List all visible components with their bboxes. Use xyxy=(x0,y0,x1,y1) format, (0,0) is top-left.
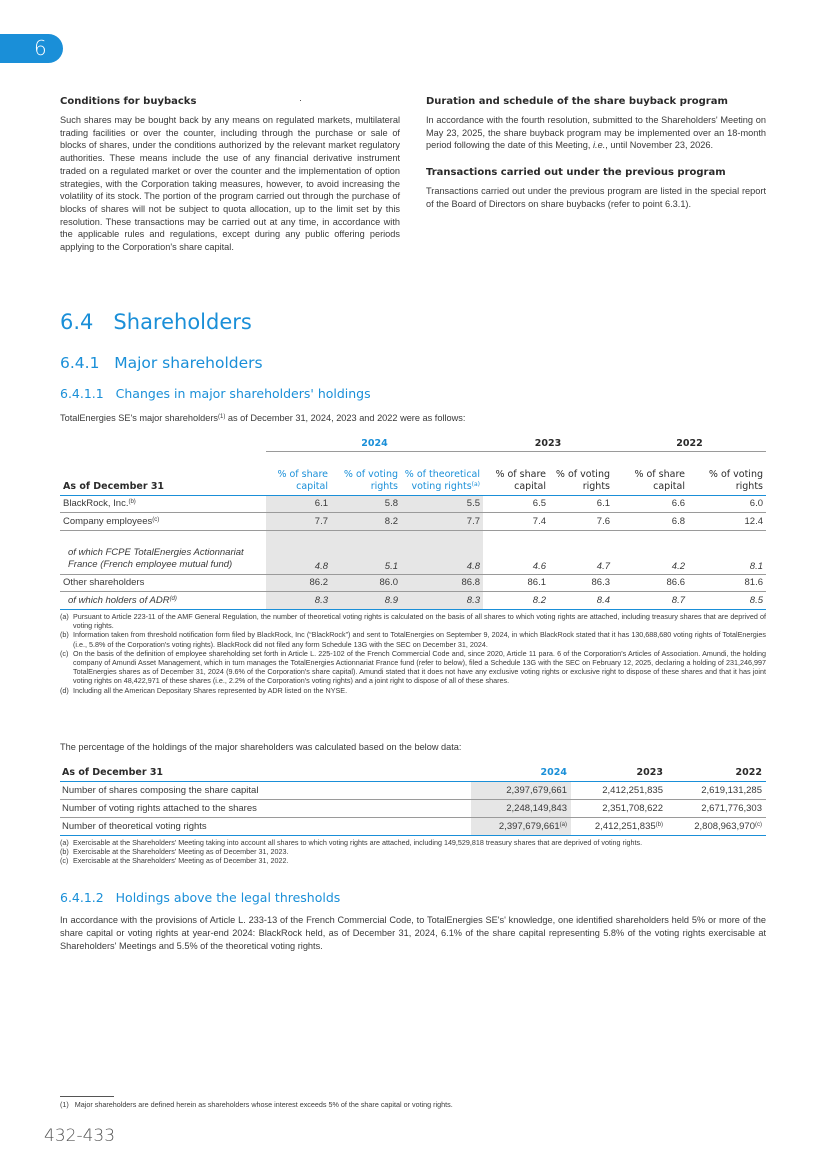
table-row: of which holders of ADR$^{(d)}$ 8.3 8.9 8.3 8.2 8.4 8.7 8.5 xyxy=(60,592,766,610)
transactions-heading: Transactions carried out under the previous program xyxy=(426,167,726,179)
table-row: Number of theoretical voting rights 2,397,679,661$^{(a)}$ 2,412,251,835$^{(b)}$ 2,808,963,970$^{(c)}$ xyxy=(60,817,766,835)
transactions-body: Transactions carried out under the previous program are listed in the special report of the Board of Directors on share buybacks (refer to point 6.3.1). xyxy=(426,186,766,209)
column-header: % of voting rights xyxy=(688,451,766,495)
table-row: Number of voting rights attached to the shares 2,248,149,843 2,351,708,622 2,671,776,303 xyxy=(60,799,766,817)
conditions-heading: Conditions for buybacks xyxy=(60,96,197,107)
table-row: of which FCPE TotalEnergies Actionnariat France (French employee mutual fund) 4.8 5.1 4.8 4.6 4.7 4.2 8.1 xyxy=(60,530,766,574)
column-header: 2024 xyxy=(471,764,571,781)
intro-text: TotalEnergies SE's major shareholders$^{(1)}$ as of December 31, 2024, 2023 and 2022 were as follows: xyxy=(60,413,466,423)
basis-text: The percentage of the holdings of the major shareholders was calculated based on the below data: xyxy=(60,742,462,752)
note-item: (c) On the basis of the definition of employee shareholding set forth in Article L. 225-102 of the French Commercial Code and, since 2020, Article 11 para. 6 of the Corporation's Articles of Association. Amundi, the holding company of Amundi Asset Management, which in turn manages the TotalEnergies Actionnariat France fund (refer to below), filed a Schedule 13G with the SEC on February 12, 2025, declaring a holding of 231,246,997 TotalEnergies shares as of December 31, 2024 (9.6% of the Corporation's share capital). Amundi stated that it does not have any exclusive voting rights or exclusive right to dispose of these shares and that it has joint voting rights on 48,422,971 of these shares (i.e., 2.2% of the Corporation's voting rights) and a joint right to dispose of all of these shares. xyxy=(60,648,766,686)
year-header: 2024 xyxy=(266,437,483,451)
table-row: Company employees$^{(c)}$ 7.7 8.2 7.7 7.4 7.6 6.8 12.4 xyxy=(60,513,766,531)
page-number: 432-433 xyxy=(44,1126,116,1146)
column-header: % of voting rights xyxy=(331,451,401,495)
note-item: (c) Exercisable at the Shareholders' Meeting as of December 31, 2022. xyxy=(60,856,289,866)
column-header: % of share capital xyxy=(266,451,331,495)
year-header: 2023 xyxy=(483,437,613,451)
left-column xyxy=(60,95,400,262)
column-header: % of share capital xyxy=(483,451,549,495)
column-header: % of voting rights xyxy=(549,451,613,495)
column-header: % of share capital xyxy=(613,451,688,495)
table1-notes xyxy=(60,612,766,695)
note-item: (b) Exercisable at the Shareholders' Meeting as of December 31, 2023. xyxy=(60,847,289,857)
thresholds-text: In accordance with the provisions of Article L. 233-13 of the French Commercial Code, to TotalEnergies SE's' knowledge, one identified shareholders held 5% or more of the share capital or voting rights at year-end 2024: BlackRock held, as of December 31, 2024, 6.1% of the share capital representing 5.8% of the voting rights exercisable at Shareholders' Meetings and 5.5% of the theoretical voting rights. xyxy=(60,915,766,951)
table-row: Number of shares composing the share capital 2,397,679,661 2,412,251,835 2,619,131,285 xyxy=(60,781,766,799)
section-heading-changes: 6.4.1.1 Changes in major shareholders' holdings xyxy=(60,386,371,401)
duration-body: In accordance with the fourth resolution, submitted to the Shareholders' Meeting on May 23, 2025, the share buyback program may be implemented over an 18-month period following the date of this Meeting, i.e., until November 23, 2026. xyxy=(426,115,766,151)
section-heading-shareholders: 6.4 Shareholders xyxy=(60,310,252,334)
column-header: As of December 31 xyxy=(60,764,471,781)
footnote-divider xyxy=(60,1096,114,1097)
table-row: Other shareholders 86.2 86.0 86.8 86.1 86.3 86.6 81.6 xyxy=(60,574,766,592)
note-item: (b) Information taken from threshold notification form filed by BlackRock, Inc (“BlackRock”) and sent to TotalEnergies on September 9, 2024, in which BlackRock stated that it has 130,688,680 voting rights of TotalEnergies (i.e., 5.8% of the Corporation's voting rights). BlackRock did not filed any form Schedule 13G with the SEC on December 31, 2024. xyxy=(60,630,766,649)
column-header: 2022 xyxy=(667,764,766,781)
note-item: (d) Including all the American Depositary Shares represented by ADR listed on the NYSE. xyxy=(60,685,348,695)
note-item: (a) Pursuant to Article 223-11 of the AMF General Regulation, the number of theoretical voting rights is calculated on the basis of all shares to which voting rights are attached, including treasury shares that are deprived of voting rights. xyxy=(60,612,766,631)
column-header: As of December 31 xyxy=(60,451,266,495)
column-header: % of theoretical voting rights$^{(a)}$ xyxy=(401,451,483,495)
conditions-body: Such shares may be bought back by any means on regulated markets, multilateral trading facilities or over the counter, including through the purchase or sale of blocks of shares, under the conditions authorized by the relevant market regulatory authorities. These means include the use of any financial derivative instrument traded on a regulated market or over the counter and the implementation of option strategies, with the Corporation taking measures, however, to avoid increasing the volatility of its stock. The portion of the program carried out through the purchase of blocks of shares will not be subject to quota allocation, up to the limit set by this resolution. These transactions may be carried out at any time, in accordance with the applicable rules and regulations, except during any public offering periods applying to the Corporation's share capital. xyxy=(60,115,400,253)
major-shareholders-table xyxy=(60,437,766,610)
share-data-table xyxy=(60,764,766,836)
section-heading-thresholds: 6.4.1.2 Holdings above the legal thresholds xyxy=(60,890,341,905)
table2-notes xyxy=(60,838,766,866)
table-row: BlackRock, Inc.$^{(b)}$ 6.1 5.8 5.5 6.5 6.1 6.6 6.0 xyxy=(60,495,766,513)
column-header: 2023 xyxy=(571,764,667,781)
footnote: (1) Major shareholders are defined herein as shareholders whose interest exceeds 5% of the share capital or voting rights. xyxy=(60,1100,453,1109)
year-header: 2022 xyxy=(613,437,766,451)
note-item: (a) Exercisable at the Shareholders' Meeting taking into account all shares to which voting rights are attached, including 149,529,818 treasury shares that are deprived of voting rights. xyxy=(60,838,643,847)
section-heading-major-shareholders: 6.4.1 Major shareholders xyxy=(60,354,263,372)
duration-heading: Duration and schedule of the share buyback program xyxy=(426,96,728,107)
right-column xyxy=(426,95,766,219)
chapter-tab: 6 xyxy=(0,34,63,63)
